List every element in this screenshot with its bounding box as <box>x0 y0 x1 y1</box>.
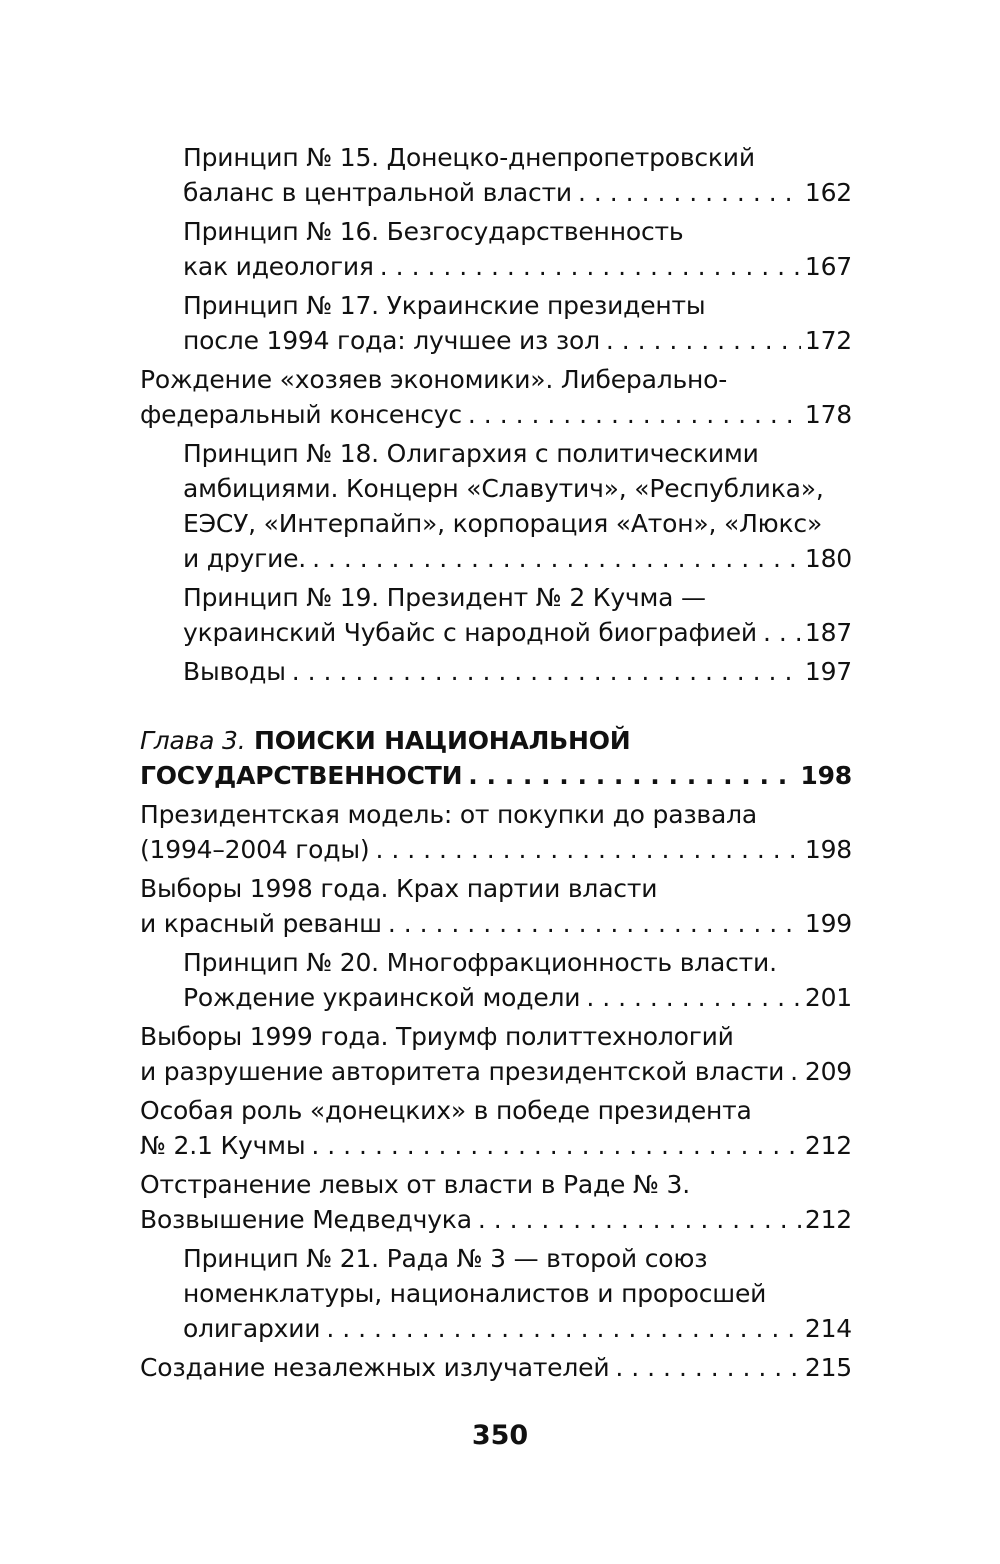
dot-leader <box>292 654 801 689</box>
toc-entry-text: Принцип № 16. Безгосударственность <box>183 217 684 246</box>
toc-entry-text: Рождение украинской модели <box>183 983 581 1012</box>
toc-entry-text: ЕЭСУ, «Интерпайп», корпорация «Атон», «Люкс» <box>183 509 823 538</box>
dot-leader <box>375 832 800 867</box>
toc-entry-text: номенклатуры, националистов и проросшей <box>183 1279 767 1308</box>
dot-leader <box>606 323 801 358</box>
toc-entry-presidential-model[interactable] <box>140 797 852 867</box>
toc-entry-text: амбициями. Концерн «Славутич», «Республика», <box>183 474 824 503</box>
toc-page-number: 172 <box>804 326 852 355</box>
toc-entry-text: Выводы <box>183 657 286 686</box>
toc-page-number: 201 <box>804 983 852 1012</box>
dot-leader <box>312 541 801 576</box>
toc-page-number: 162 <box>804 178 852 207</box>
dot-leader <box>586 980 801 1015</box>
dot-leader <box>311 1128 801 1163</box>
toc-entry-text: после 1994 года: лучшее из зол <box>183 326 600 355</box>
toc-entry-text: Принцип № 21. Рада № 3 — второй союз <box>183 1244 708 1273</box>
toc-entry-text: № 2.1 Кучмы <box>140 1131 306 1160</box>
toc-page-number: 180 <box>804 544 852 573</box>
toc-entry-text: Принцип № 17. Украинские президенты <box>183 291 706 320</box>
toc-entry-text: баланс в центральной власти <box>183 178 572 207</box>
toc-page-number: 187 <box>804 618 852 647</box>
dot-leader <box>790 1054 801 1089</box>
toc-entry-text: Принцип № 18. Олигархия с политическими <box>183 439 759 468</box>
toc-entry-text: Принцип № 15. Донецко-днепропетровский <box>183 143 755 172</box>
toc-entry-elections-1999[interactable] <box>140 1019 852 1089</box>
toc-entry-elections-1998[interactable] <box>140 871 852 941</box>
toc-entry-conclusions[interactable] <box>140 654 852 689</box>
toc-page-number: 167 <box>804 252 852 281</box>
toc-entry-text: Принцип № 19. Президент № 2 Кучма — <box>183 583 706 612</box>
dot-leader <box>615 1350 801 1385</box>
toc-entry-text: Выборы 1999 года. Триумф политтехнологий <box>140 1022 734 1051</box>
toc-entry-text: Рождение «хозяев экономики». Либерально- <box>140 365 728 394</box>
dot-leader <box>763 615 801 650</box>
toc-entry-text: и разрушение авторитета президентской власти <box>140 1057 785 1086</box>
dot-leader <box>380 249 801 284</box>
toc-page-number: 212 <box>804 1205 852 1234</box>
toc-page-number: 198 <box>804 835 852 864</box>
toc-page-number: 197 <box>804 657 852 686</box>
toc-entry-principle-20[interactable] <box>140 945 852 1015</box>
toc-entry-principle-15[interactable] <box>140 140 852 210</box>
toc-entry-donetsk-role[interactable] <box>140 1093 852 1163</box>
dot-leader <box>388 906 801 941</box>
toc-page-number: 215 <box>804 1353 852 1382</box>
toc-chapter-3[interactable] <box>140 723 852 793</box>
toc-page-number: 178 <box>804 400 852 429</box>
chapter-label: Глава 3. <box>140 726 246 755</box>
toc-entry-text: Возвышение Медведчука <box>140 1205 472 1234</box>
dot-leader <box>468 758 796 793</box>
toc-entry-principle-19[interactable] <box>140 580 852 650</box>
toc-entry-text: Президентская модель: от покупки до развала <box>140 800 757 829</box>
dot-leader <box>478 1202 801 1237</box>
dot-leader <box>468 397 801 432</box>
toc-entry-text: (1994–2004 годы) <box>140 835 370 864</box>
toc-entry-text: украинский Чубайс с народной биографией <box>183 618 757 647</box>
toc-page-number: 212 <box>804 1131 852 1160</box>
toc-entry-text: Выборы 1998 года. Крах партии власти <box>140 874 658 903</box>
toc-entry-principle-17[interactable] <box>140 288 852 358</box>
toc-entry-text: Создание незалежных излучателей <box>140 1353 610 1382</box>
toc-entry-text: как идеология <box>183 252 374 281</box>
toc-entry-principle-16[interactable] <box>140 214 852 284</box>
toc-entry-left-removal[interactable] <box>140 1167 852 1237</box>
toc-entry-text: и другие. <box>183 544 307 573</box>
dot-leader <box>326 1311 801 1346</box>
table-of-contents <box>140 140 852 1385</box>
toc-entry-economy-owners[interactable] <box>140 362 852 432</box>
toc-entry-principle-18[interactable] <box>140 436 852 576</box>
toc-entry-text: олигархии <box>183 1314 321 1343</box>
toc-page-number: 198 <box>800 761 852 790</box>
toc-entry-emitters[interactable] <box>140 1350 852 1385</box>
toc-page-number: 209 <box>804 1057 852 1086</box>
page-number: 350 <box>471 1420 529 1451</box>
toc-entry-text: Отстранение левых от власти в Раде № 3. <box>140 1170 690 1199</box>
toc-entry-text: и красный реванш <box>140 909 382 938</box>
toc-entry-text: федеральный консенсус <box>140 400 462 429</box>
dot-leader <box>578 175 801 210</box>
chapter-title: ГОСУДАРСТВЕННОСТИ <box>140 761 463 790</box>
toc-page-number: 214 <box>804 1314 852 1343</box>
toc-entry-text: Принцип № 20. Многофракционность власти. <box>183 948 777 977</box>
chapter-title: ПОИСКИ НАЦИОНАЛЬНОЙ <box>254 726 631 755</box>
toc-entry-text: Особая роль «донецких» в победе президента <box>140 1096 752 1125</box>
toc-page-number: 199 <box>804 909 852 938</box>
toc-entry-principle-21[interactable] <box>140 1241 852 1346</box>
